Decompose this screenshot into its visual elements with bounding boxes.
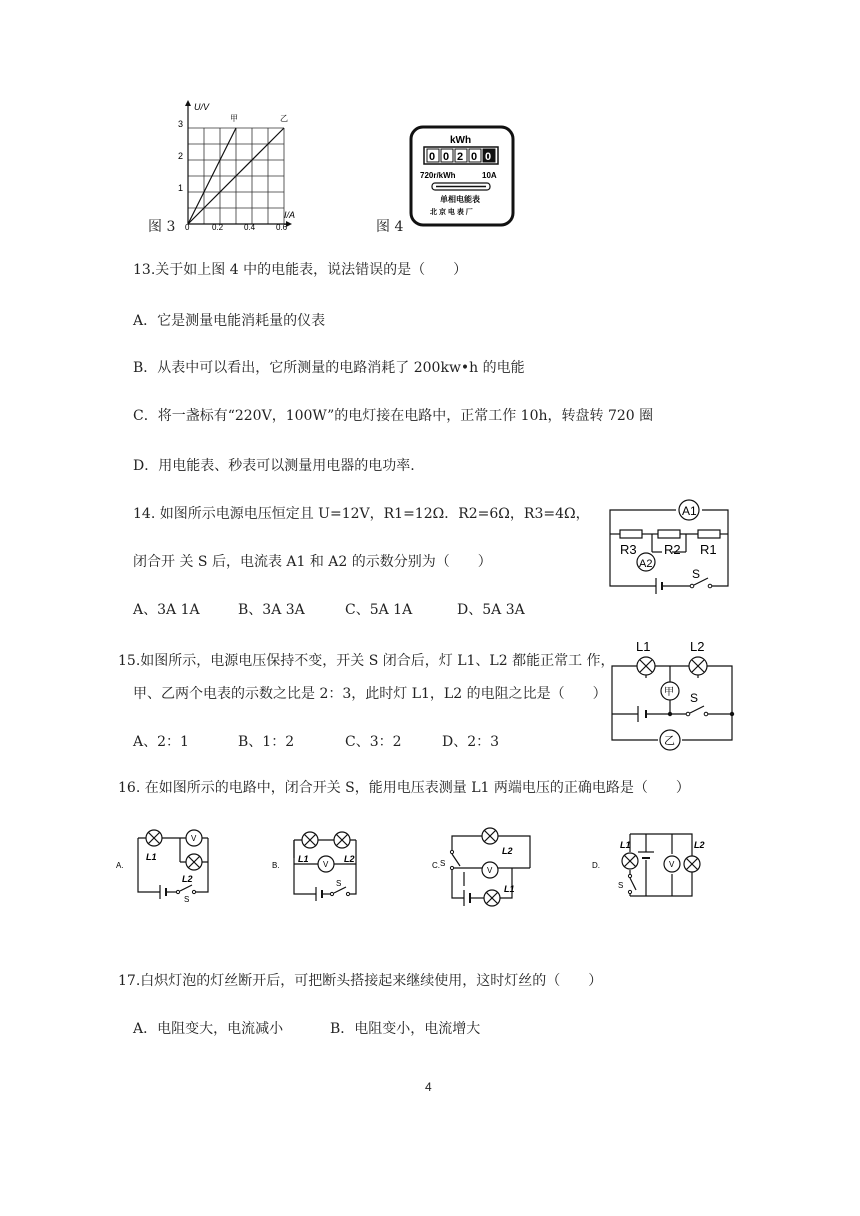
q13-option-c: C．将一盏标有“220V，100W”的电灯接在电路中，正常工作 10h，转盘转 720 圈	[133, 408, 654, 424]
meter-current: 10A	[482, 171, 497, 180]
label-s: S	[336, 879, 342, 888]
label-s: S	[184, 895, 190, 904]
label-l1: L1	[620, 840, 631, 850]
digit-2: 0	[443, 151, 450, 163]
svg-text:V: V	[191, 834, 197, 843]
resistor-r2	[658, 530, 680, 538]
x-axis-label: I/A	[284, 210, 296, 220]
label-l1: L1	[504, 884, 515, 894]
meter-rate: 720r/kWh	[420, 171, 456, 180]
svg-text:V: V	[669, 860, 675, 869]
fig3-caption: 图 3	[148, 219, 176, 235]
q16-circuit-c	[432, 822, 542, 908]
y-tick-1: 1	[178, 183, 184, 193]
q16-stem: 16. 在如图所示的电路中，闭合开关 S，能用电压表测量 L1 两端电压的正确电路是（ ）	[118, 780, 690, 796]
resistor-r1	[698, 530, 720, 538]
label-r2: R2	[664, 542, 681, 557]
label-l2: L2	[502, 846, 513, 856]
svg-text:V: V	[323, 860, 329, 869]
lamp-l1-icon	[622, 853, 638, 869]
q17-option-b: B．电阻变小，电流增大	[330, 1021, 481, 1037]
x-tick-0.2: 0.2	[212, 223, 224, 232]
label-a1: A1	[682, 504, 697, 518]
svg-text:V: V	[487, 866, 493, 875]
switch-icon	[630, 878, 636, 890]
option-b-label: B.	[272, 861, 280, 870]
page-number: 4	[425, 1080, 432, 1094]
q16-circuit-a	[116, 822, 216, 902]
q15-option-b: B、1：2	[238, 734, 295, 750]
digit-5: 0	[485, 151, 492, 163]
option-a-label: A.	[116, 861, 124, 870]
y-axis-label: U/V	[194, 102, 210, 112]
label-yi: 乙	[664, 735, 675, 747]
label-l1: L1	[146, 852, 157, 862]
q14-option-a: A、3A 1A	[133, 602, 200, 618]
q15-option-d: D、2：3	[442, 734, 500, 750]
q13-option-a: A．它是测量电能消耗量的仪表	[133, 313, 326, 329]
q13-option-b: B．从表中可以看出，它所测量的电路消耗了 200kw•h 的电能	[133, 360, 525, 376]
meter-name: 单相电能表	[440, 195, 480, 204]
lamp-l2-icon	[684, 856, 700, 872]
label-l2: L2	[694, 840, 705, 850]
digit-1: 0	[429, 151, 436, 163]
lamp-l1-icon	[484, 890, 500, 906]
y-axis-arrow	[185, 100, 191, 106]
q14-circuit-diagram	[606, 498, 730, 594]
q15-circuit-diagram	[606, 636, 740, 746]
q13-option-d: D．用电能表、秒表可以测量用电器的电功率.	[133, 458, 415, 474]
label-s: S	[618, 881, 624, 890]
x-tick-0.4: 0.4	[244, 223, 256, 232]
q17-option-a: A．电阻变大，电流减小	[133, 1021, 284, 1037]
lamp-l2-icon	[689, 657, 707, 675]
q14-stem-line2: 闭合开 关 S 后，电流表 A1 和 A2 的示数分别为（ ）	[133, 554, 492, 570]
q15-stem-line2: 甲、乙两个电表的示数之比是 2：3，此时灯 L1，L2 的电阻之比是（ ）	[133, 686, 607, 702]
switch-icon	[690, 706, 704, 713]
label-r1: R1	[700, 542, 717, 557]
lamp-l2-icon	[334, 832, 350, 848]
lamp-l1-icon	[637, 657, 655, 675]
electric-meter-figure	[410, 126, 514, 226]
q14-option-c: C、5A 1A	[345, 602, 413, 618]
y-tick-2: 2	[178, 151, 184, 161]
q15-option-c: C、3：2	[345, 734, 402, 750]
series-label-jia: 甲	[230, 114, 238, 123]
q13-stem: 13.关于如上图 4 中的电能表，说法错误的是（ ）	[133, 262, 468, 278]
q14-stem-line1: 14. 如图所示电源电压恒定且 U=12V，R1=12Ω．R2=6Ω，R3=4Ω，	[133, 506, 590, 522]
fig3-graph	[172, 100, 296, 232]
y-tick-3: 3	[178, 119, 184, 129]
option-d-label: D.	[592, 861, 600, 870]
q14-option-b: B、3A 3A	[238, 602, 305, 618]
q15-option-a: A、2：1	[133, 734, 189, 750]
resistor-r3	[620, 530, 642, 538]
option-c-label: C.	[432, 861, 440, 870]
switch-icon	[180, 885, 192, 891]
meter-maker: 北 京 电 表 厂	[430, 209, 473, 216]
label-s: S	[440, 859, 446, 868]
q14-option-d: D、5A 3A	[457, 602, 525, 618]
meter-unit: kWh	[450, 135, 472, 146]
label-l1: L1	[636, 639, 651, 654]
digit-3: 2	[457, 151, 464, 163]
q16-circuit-d	[592, 822, 705, 902]
series-label-yi: 乙	[280, 114, 288, 123]
label-jia: 甲	[664, 687, 674, 698]
label-s: S	[690, 691, 699, 705]
q17-stem: 17.白炽灯泡的灯丝断开后，可把断头搭接起来继续使用，这时灯丝的（ ）	[118, 973, 603, 989]
fig4-caption: 图 4	[376, 219, 404, 235]
lamp-l2-icon	[186, 854, 202, 870]
x-tick-0.6: 0.6	[276, 223, 288, 232]
label-r3: R3	[620, 542, 637, 557]
lamp-l1-icon	[146, 830, 162, 846]
digit-4: 0	[471, 151, 478, 163]
label-l1: L1	[298, 854, 309, 864]
q15-stem-line1: 15.如图所示，电源电压保持不变，开关 S 闭合后，灯 L1、L2 都能正常工 作，	[118, 653, 615, 669]
label-l2: L2	[344, 854, 355, 864]
x-tick-0: 0	[185, 223, 190, 232]
label-l2: L2	[690, 639, 705, 654]
lamp-l2-icon	[482, 828, 498, 844]
label-s: S	[692, 567, 701, 581]
switch-icon	[452, 854, 460, 866]
label-a2: A2	[639, 558, 653, 570]
label-l2: L2	[182, 874, 193, 884]
lamp-l1-icon	[302, 832, 318, 848]
q16-circuit-b	[272, 822, 372, 902]
